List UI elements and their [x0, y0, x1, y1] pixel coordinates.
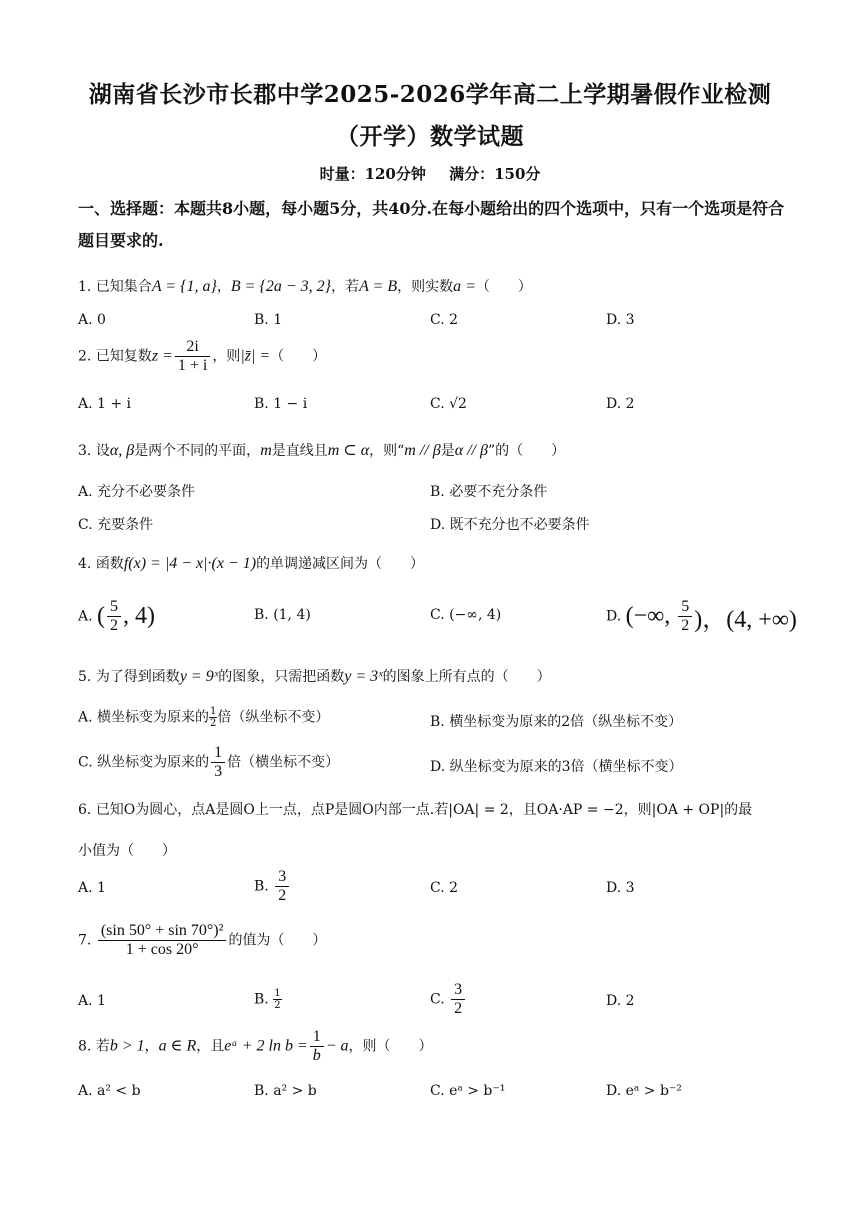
q5-option-a: A. 横坐标变为原来的 $\frac{1}{2}$ 倍（纵坐标不变）	[78, 706, 330, 729]
q4-option-d: D. (−∞, $\frac{5}{2}$ )，(4, +∞)	[606, 598, 797, 634]
q5-option-d: D. 纵坐标变为原来的3倍（横坐标不变）	[430, 759, 683, 775]
question-7: 7. $\frac{\text{(sin 50° + sin 70°)²}}{1 + \cos 20^\circ}$ 的值为（ ）	[78, 922, 327, 958]
question-2: 2. 已知复数z = $\frac{2i}{1 + i}$ ，则|z̄| =（ ）	[78, 338, 327, 374]
q7-option-a: A. 1	[78, 993, 106, 1009]
q3-option-b: B. 必要不充分条件	[430, 484, 548, 500]
q5-option-b: B. 横坐标变为原来的2倍（纵坐标不变）	[430, 714, 683, 730]
q7-option-b: B. $\frac{1}{2}$	[254, 988, 281, 1011]
q6-option-a: A. 1	[78, 880, 106, 896]
q1-option-b: B. 1	[254, 312, 283, 328]
section-heading: 一、选择题：本题共8小题，每小题5分，共40分.在每小题给出的四个选项中，只有一个选项是符合题目要求的.	[78, 199, 785, 250]
q8-option-a: A. a² < b	[78, 1083, 141, 1099]
q8-option-d: D. eᵃ > b⁻²	[606, 1083, 682, 1099]
question-4: 4. 函数f(x) = |4 − x|·(x − 1)的单调递减区间为（ ）	[78, 555, 425, 572]
exam-title-line2: （开学）数学试题	[336, 123, 524, 150]
q2-option-b: B. 1 − i	[254, 396, 308, 412]
q7-option-d: D. 2	[606, 993, 635, 1009]
q1-option-c: C. 2	[430, 312, 459, 328]
exam-title-line1: 湖南省长沙市长郡中学2025-2026学年高二上学期暑假作业检测	[88, 81, 772, 108]
exam-score: 满分：150分	[449, 165, 541, 183]
q5-option-c: C. 纵坐标变为原来的 $\frac{1}{3}$ 倍（横坐标不变）	[78, 744, 340, 780]
exam-time: 时量：120分钟	[319, 165, 426, 183]
q4-option-b: B. (1, 4)	[254, 607, 311, 623]
q4-option-c: C. (−∞, 4)	[430, 607, 502, 623]
q6-option-b: B. $\frac{3}{2}$	[254, 868, 291, 905]
q3-option-d: D. 既不充分也不必要条件	[430, 517, 590, 533]
question-1: 1. 已知集合A = {1, a}，B = {2a − 3, 2}，若A = B，则实数a =（ ）	[78, 278, 532, 295]
question-3: 3. 设α, β是两个不同的平面，m是直线且m ⊂ α，则“m // β是α // β”的（ ）	[78, 442, 566, 459]
q2-option-c: C. √2	[430, 396, 467, 412]
q3-option-a: A. 充分不必要条件	[78, 484, 196, 500]
q2-option-d: D. 2	[606, 396, 635, 412]
q1-option-d: D. 3	[606, 312, 635, 328]
q8-option-b: B. a² > b	[254, 1083, 317, 1099]
q7-option-c: C. $\frac{3}{2}$	[430, 981, 467, 1018]
question-6-line2: 小值为（ ）	[78, 843, 176, 859]
q6-option-c: C. 2	[430, 880, 459, 896]
q4-option-a: A. ( $\frac{5}{2}$ , 4)	[78, 598, 156, 634]
q8-option-c: C. eᵃ > b⁻¹	[430, 1083, 506, 1099]
question-8: 8. 若b > 1，a ∈ R，且eᵃ + 2 ln b = $\frac{1}{b}$ − a，则（ ）	[78, 1028, 433, 1064]
exam-meta	[0, 163, 860, 184]
question-6-line1: 6. 已知O为圆心，点A是圆O上一点，点P是圆O内部一点.若|OA| = 2，且OA·AP = −2，则|OA + OP|的最	[78, 802, 753, 818]
q2-option-a: A. 1 + i	[78, 396, 132, 412]
q3-option-c: C. 充要条件	[78, 517, 154, 533]
question-5: 5. 为了得到函数y = 9ˣ的图象，只需把函数y = 3ˣ的图象上所有点的（ ）	[78, 668, 551, 685]
q6-option-d: D. 3	[606, 880, 635, 896]
q1-option-a: A. 0	[78, 312, 106, 328]
